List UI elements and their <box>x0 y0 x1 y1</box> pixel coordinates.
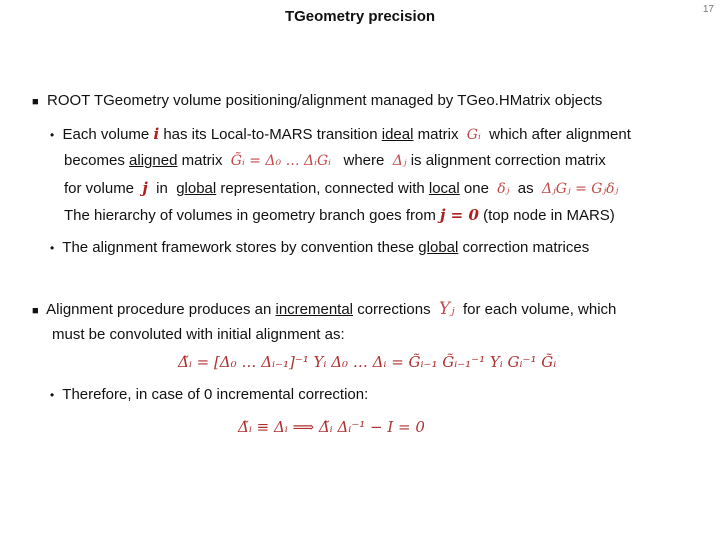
text-segment: Alignment procedure produces an <box>46 301 272 318</box>
var-j-eq-0: j = 0 <box>440 206 479 224</box>
text-segment: for volume <box>64 180 135 197</box>
bullet-1 <box>32 92 602 109</box>
math-relation-eq: ΔⱼGⱼ = Gⱼδⱼ <box>541 181 619 197</box>
square-bullet-icon: ■ <box>32 305 39 317</box>
dot-bullet-icon: • <box>50 388 55 402</box>
text-segment: matrix <box>417 126 459 143</box>
bullet-2 <box>32 299 616 319</box>
text-segment: in <box>156 180 168 197</box>
sub-bullet-2 <box>50 239 589 256</box>
text-segment: becomes <box>64 152 125 169</box>
text-segment: corrections <box>357 301 431 318</box>
text-segment: where <box>343 152 385 169</box>
slide-title: TGeometry precision <box>284 8 436 25</box>
text-segment: has its Local-to-MARS transition <box>163 126 378 143</box>
bullet-2-line-2 <box>52 326 345 343</box>
text-segment: which after alignment <box>489 126 631 143</box>
var-j: j <box>142 179 148 197</box>
sub-bullet-1-line-1 <box>50 125 631 143</box>
math-delta-j: Δⱼ <box>392 153 407 169</box>
text-segment: must be convoluted with initial alignment as: <box>52 326 345 343</box>
text-segment: as <box>517 180 534 197</box>
zero-correction-equation: Δ̃ᵢ ≡ Δᵢ ⟹ Δ̃ᵢ Δᵢ⁻¹ − I = 0 <box>238 418 425 436</box>
text-segment: matrix <box>181 152 223 169</box>
text-segment: The hierarchy of volumes in geometry branch goes from <box>64 207 436 224</box>
math-small-delta-j: δⱼ <box>497 181 510 197</box>
ideal-word: ideal <box>381 126 414 143</box>
aligned-word: aligned <box>129 152 178 169</box>
global-word: global <box>418 239 459 256</box>
local-word: local <box>428 180 460 197</box>
text-segment: Each volume <box>62 126 150 143</box>
global-word: global <box>176 180 217 197</box>
square-bullet-icon: ■ <box>32 96 39 108</box>
math-upsilon-j: Υⱼ <box>438 299 455 319</box>
dot-bullet-icon: • <box>50 241 55 255</box>
bullet-2-sub-bullet <box>50 386 368 403</box>
text-segment: for each volume, which <box>462 301 617 318</box>
text-segment: representation, connected with <box>220 180 425 197</box>
bullet-1-text: ROOT TGeometry volume positioning/alignment managed by TGeo.HMatrix objects <box>47 92 603 109</box>
math-G-i: Gᵢ <box>466 127 481 143</box>
sub-bullet-1-line-4 <box>64 206 615 224</box>
text-segment: is alignment correction matrix <box>410 152 606 169</box>
text-segment: one <box>463 180 489 197</box>
incremental-word: incremental <box>275 301 354 318</box>
dot-bullet-icon: • <box>50 128 55 142</box>
math-aligned-eq: G̃ᵢ = Δ₀ … ΔᵢGᵢ <box>230 153 331 169</box>
text-segment: The alignment framework stores by convention these <box>62 239 415 256</box>
page-number: 17 <box>702 4 714 15</box>
text-segment: (top node in MARS) <box>483 207 615 224</box>
text-segment: Therefore, in case of 0 incremental correction: <box>62 386 369 403</box>
sub-bullet-1-line-3 <box>64 179 618 197</box>
convolution-equation: Δ̃ᵢ = [Δ₀ … Δᵢ₋₁]⁻¹ Υᵢ Δ₀ … Δᵢ = G̃ᵢ₋₁ G̃ᵢ₋₁⁻¹ Υᵢ Gᵢ⁻¹ G̃ᵢ <box>178 353 557 371</box>
text-segment: correction matrices <box>462 239 590 256</box>
var-i: i <box>153 125 160 143</box>
sub-bullet-1-line-2 <box>64 152 606 169</box>
